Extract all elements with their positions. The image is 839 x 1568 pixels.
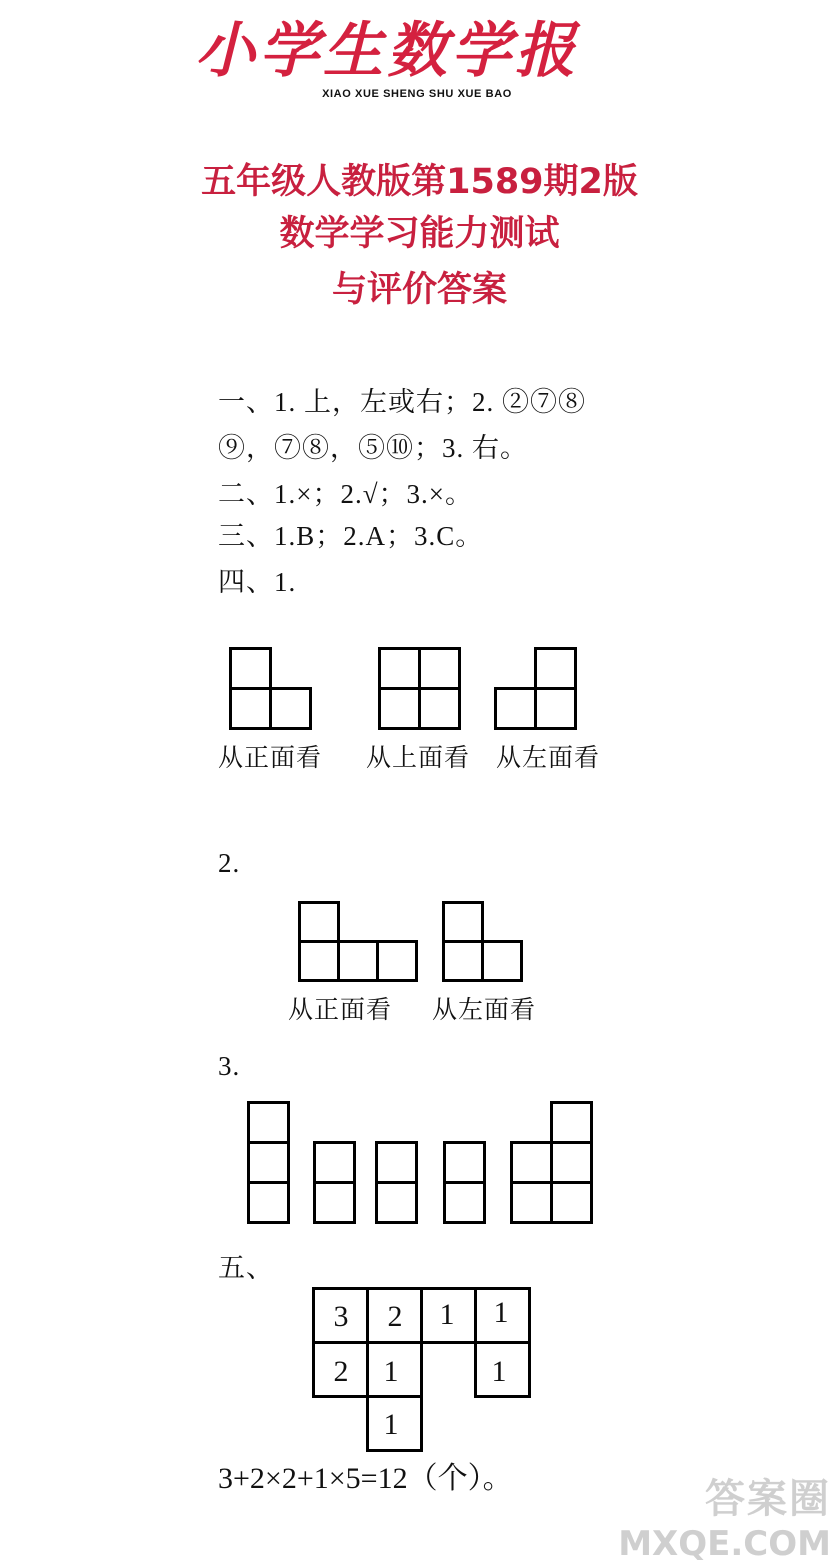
answer-section-5-label: 五、 <box>218 1253 274 1283</box>
watermark-logo: 答案圈 <box>705 1476 831 1522</box>
page-title-line1: 五年级人教版第1589期2版 <box>201 162 638 202</box>
caption-front-view-2: 从正面看 <box>288 997 393 1024</box>
answer-section-1-line2: ⑨，⑦⑧，⑤⑩；3. 右。 <box>218 433 528 463</box>
grid-number: 1 <box>383 1408 399 1441</box>
answer-section-4-q3-label: 3. <box>218 1051 241 1081</box>
grid-number: 1 <box>493 1296 509 1329</box>
newspaper-logo: 小学生数学报 <box>195 16 579 86</box>
grid-number: 3 <box>333 1300 349 1333</box>
caption-left-view-1: 从左面看 <box>496 745 601 772</box>
grid-number: 2 <box>387 1300 403 1333</box>
grid-number: 1 <box>383 1355 399 1388</box>
grid-number: 1 <box>491 1355 507 1388</box>
answer-section-4-q2-label: 2. <box>218 848 241 878</box>
caption-top-view-1: 从上面看 <box>366 745 471 772</box>
answer-section-5-formula: 3+2×2+1×5=12（个）。 <box>218 1462 513 1495</box>
page-title-line2: 数学学习能力测试 <box>279 214 560 254</box>
answer-section-1-line1: 一、1. 上，左或右；2. ②⑦⑧ <box>218 387 586 417</box>
newspaper-pinyin: XIAO XUE SHENG SHU XUE BAO <box>322 88 512 100</box>
grid-number: 2 <box>333 1355 349 1388</box>
watermark-url: MXQE.COM <box>618 1524 831 1564</box>
answer-section-4-label: 四、1. <box>218 567 297 597</box>
grid-number: 1 <box>439 1298 455 1331</box>
caption-front-view-1: 从正面看 <box>218 745 323 772</box>
answer-section-3: 三、1.B；2.A；3.C。 <box>218 521 484 551</box>
answer-section-2: 二、1.×；2.√；3.×。 <box>218 479 474 509</box>
page-title-line3: 与评价答案 <box>331 270 507 310</box>
caption-left-view-2: 从左面看 <box>432 997 537 1024</box>
